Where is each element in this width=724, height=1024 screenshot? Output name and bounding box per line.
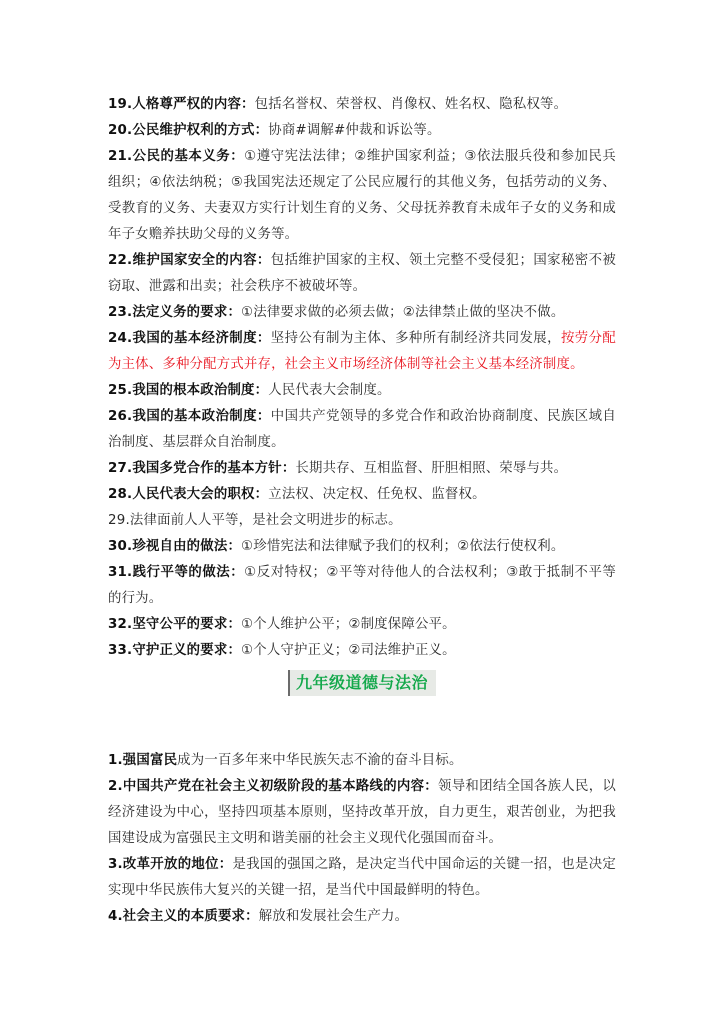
grade9-item-1-key: 1.强国富民 (108, 753, 178, 768)
item-32 (108, 612, 616, 638)
item-31-key: 31.践行平等的做法： (108, 565, 245, 580)
item-22-key: 22.维护国家安全的内容： (108, 253, 271, 268)
item-24-body: 坚持公有制为主体、多种所有制经济共同发展， (270, 331, 561, 346)
item-20-body: 协商#调解#仲裁和诉讼等。 (268, 123, 441, 138)
item-26-body: 中国共产党领导的多党合作和政治协商制度、民族区域自治制度、基层群众自治制度。 (108, 409, 616, 450)
item-32-body: ①个人维护公平；②制度保障公平。 (241, 617, 456, 632)
grade9-item-3-key: 3.改革开放的地位： (108, 857, 233, 872)
item-27-key: 27.我国多党合作的基本方针： (108, 461, 296, 476)
item-24 (108, 326, 616, 378)
grade9-item-4 (108, 904, 616, 930)
grade9-item-4-body: 解放和发展社会生产力。 (258, 909, 409, 924)
item-21-body: ①遵守宪法法律；②维护国家利益；③依法服兵役和参加民兵组织；④依法纳税；⑤我国宪法还规定了公民应履行的其他义务，包括劳动的义务、受教育的义务、夫妻双方实行计划生育的义务、父母抚养教育未成年子女的义务和成年子女赡养扶助父母的义务等。 (108, 149, 616, 242)
section-title: 九年级道德与法治 (288, 670, 436, 696)
item-23-body: ①法律要求做的必须去做；②法律禁止做的坚决不做。 (241, 305, 565, 320)
item-22-body: 包括维护国家的主权、领土完整不受侵犯；国家秘密不被窃取、泄露和出卖；社会秩序不被破坏等。 (108, 253, 616, 294)
item-31 (108, 560, 616, 612)
item-26-key: 26.我国的基本政治制度： (108, 409, 271, 424)
grade9-item-1 (108, 748, 616, 774)
item-19-key: 19.人格尊严权的内容： (108, 97, 255, 112)
item-19-body: 包括名誉权、荣誉权、肖像权、姓名权、隐私权等。 (254, 97, 568, 112)
grade9-item-4-key: 4.社会主义的本质要求： (108, 909, 259, 924)
item-25-body: 人民代表大会制度。 (268, 383, 391, 398)
item-23-key: 23.法定义务的要求： (108, 305, 242, 320)
item-28-key: 28.人民代表大会的职权： (108, 487, 269, 502)
item-31-body: ①反对特权；②平等对待他人的合法权利；③敢于抵制不平等的行为。 (108, 565, 616, 606)
item-33-key: 33.守护正义的要求： (108, 643, 242, 658)
item-19 (108, 92, 616, 118)
grade9-item-2 (108, 774, 616, 852)
item-21 (108, 144, 616, 248)
item-24-red-text: 按劳分配为主体、多种分配方式并存，社会主义市场经济体制等社会主义基本经济制度。 (108, 331, 616, 372)
item-27-body: 长期共存、互相监督、肝胆相照、荣辱与共。 (295, 461, 568, 476)
page-content (108, 92, 616, 930)
item-30 (108, 534, 616, 560)
item-28 (108, 482, 616, 508)
item-28-body: 立法权、决定权、任免权、监督权。 (268, 487, 486, 502)
item-29-body: 29.法律面前人人平等，是社会文明进步的标志。 (108, 513, 402, 528)
item-24-key: 24.我国的基本经济制度： (108, 331, 271, 346)
item-22 (108, 248, 616, 300)
item-32-key: 32.坚守公平的要求： (108, 617, 242, 632)
item-25-key: 25.我国的根本政治制度： (108, 383, 269, 398)
item-20-key: 20.公民维护权利的方式： (108, 123, 269, 138)
item-33 (108, 638, 616, 664)
grade9-item-3 (108, 852, 616, 904)
item-26 (108, 404, 616, 456)
grade9-item-1-body: 成为一百多年来中华民族矢志不渝的奋斗目标。 (177, 753, 463, 768)
section-header (108, 670, 616, 700)
item-30-key: 30.珍视自由的做法： (108, 539, 242, 554)
item-23 (108, 300, 616, 326)
item-29 (108, 508, 616, 534)
item-21-key: 21.公民的基本义务： (108, 149, 245, 164)
grade9-item-3-body: 是我国的强国之路，是决定当代中国命运的关键一招，也是决定实现中华民族伟大复兴的关键一招，是当代中国最鲜明的特色。 (108, 857, 616, 898)
grade9-item-2-body: 领导和团结全国各族人民，以经济建设为中心，坚持四项基本原则，坚持改革开放，自力更生，艰苦创业，为把我国建设成为富强民主文明和谐美丽的社会主义现代化强国而奋斗。 (108, 779, 617, 846)
item-27 (108, 456, 616, 482)
grade9-item-2-key: 2.中国共产党在社会主义初级阶段的基本路线的内容： (108, 779, 439, 794)
item-33-body: ①个人守护正义；②司法维护正义。 (241, 643, 456, 658)
section-spacer (108, 700, 616, 748)
item-20 (108, 118, 616, 144)
item-30-body: ①珍惜宪法和法律赋予我们的权利；②依法行使权利。 (241, 539, 565, 554)
item-25 (108, 378, 616, 404)
